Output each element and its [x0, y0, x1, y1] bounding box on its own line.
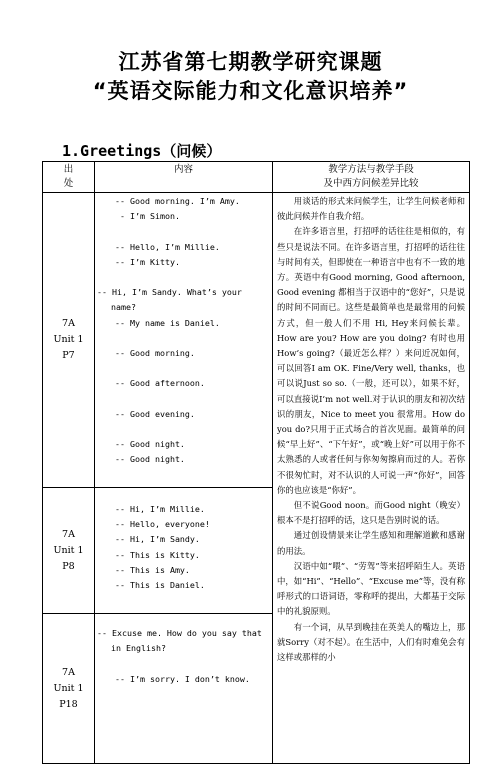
methods-paragraph: 在许多语言里，打招呼的话往往是相似的，有些只是说法不同。在许多语言里，打招呼的话往往与时间有关，但即使在一种语言中也有不一致的地方。英语中有Good morning, Good afternoon, Good evening 都相当于汉语中的“您好”，只是说的时间不同而已。这些是最简单也是最常用的问候方式，但一般人们不用 Hi, Hey来问候长辈。How are you? How are you doing? 有时也用How’s going?（最近怎么样？）来问近况如何，可以回答I am OK. Fine/Very well, thanks，也可以说Just so so.（一般，还可以），如果不好，可以直接说I’m not well.对于认识的朋友和初次结识的朋友，Nice to meet you 很常用。How do you do?只用于正式场合的首次见面。最简单的问候“早上好”、“下午好”，或“晚上好”可以用于你不太熟悉的人或者任何与你匆匆擦肩而过的人。若你不很匆忙时，对不认识的人可说一声“你好”，回答你的也应该是“你好”。: [277, 226, 465, 495]
dialogue-line: -- Hi, I’m Sandy. What’s your: [97, 287, 242, 298]
document-title-line1: 江苏省第七期教学研究课题: [118, 50, 383, 74]
dialogue-cell: [95, 193, 273, 488]
source-unit: Unit 1: [53, 544, 84, 556]
source-page: P8: [62, 560, 75, 572]
dialogue-line: -- This is Daniel.: [115, 580, 205, 591]
dialogue-line: -- Hi, I’m Millie.: [115, 504, 205, 514]
methods-paragraph: 通过创设情景来让学生感知和理解道歉和感谢的用法。: [277, 530, 465, 556]
source-book: 7A: [62, 318, 75, 329]
dialogue-line: name?: [111, 302, 136, 313]
document-title-line2: “英语交际能力和文化意识培养”: [92, 79, 409, 103]
dialogue-line: -- This is Amy.: [115, 564, 190, 575]
dialogue-line: -- Excuse me. How do you say that: [97, 628, 262, 638]
header-methods-line2: 及中西方问候差异比较: [323, 178, 419, 189]
dialogue-line: -- Good morning. I’m Amy.: [115, 196, 240, 206]
source-unit: Unit 1: [53, 334, 84, 345]
header-source: [43, 162, 95, 193]
dialogue-line: -- Good morning.: [115, 347, 195, 358]
header-methods-line1: 教学方法与教学手段: [328, 164, 414, 175]
methods-cell: [273, 193, 470, 764]
dialogue-line: -- My name is Daniel.: [115, 317, 220, 328]
greetings-table: [42, 161, 470, 764]
section-heading: 1.Greetings（问候）: [62, 142, 222, 160]
dialogue-line: -- Good evening.: [115, 408, 195, 419]
dialogue-line: -- This is Kitty.: [115, 549, 200, 560]
dialogue-cell: [95, 614, 273, 764]
header-source-text: 出处: [63, 164, 74, 189]
source-cell: [43, 488, 95, 614]
source-cell: [43, 614, 95, 764]
dialogue-line: -- Good night.: [115, 454, 185, 465]
dialogue-line: -- Good night.: [115, 439, 185, 450]
methods-paragraph: 用谈话的形式来问候学生，让学生问候老师和彼此问候并作自我介绍。: [277, 196, 465, 222]
dialogue-line: -- Good afternoon.: [115, 378, 205, 389]
header-content: 内容: [95, 162, 273, 193]
methods-paragraph: 汉语中如“喂”、“劳驾”等来招呼陌生人。英语中，如“Hi”、“Hello”、“Excuse me”等，没有称呼形式的口语词语，零称呼的提出，大都基于交际中的礼貌原则。: [277, 560, 465, 617]
source-book: 7A: [62, 528, 75, 540]
dialogue-line: - I’m Simon.: [115, 211, 180, 222]
methods-paragraph: 有一个词，从早到晚挂在英美人的嘴边上，那就Sorry（对不起）。在生活中，人们有时难免会有这样或那样的小: [277, 621, 465, 663]
dialogue-line: -- I’m Kitty.: [115, 256, 180, 267]
header-methods: [273, 162, 470, 193]
source-page: P18: [59, 698, 78, 710]
dialogue-line: -- Hello, everyone!: [115, 519, 210, 530]
source-cell: [43, 193, 95, 488]
source-book: 7A: [62, 666, 75, 678]
source-unit: Unit 1: [53, 682, 84, 694]
dialogue-cell: [95, 488, 273, 614]
source-page: P7: [62, 350, 75, 361]
dialogue-line: in English?: [111, 643, 166, 654]
dialogue-line: -- Hi, I’m Sandy.: [115, 534, 200, 545]
dialogue-line: -- I’m sorry. I don’t know.: [115, 673, 250, 684]
table-row: [43, 193, 470, 488]
dialogue-line: -- Hello, I’m Millie.: [115, 241, 220, 252]
table-header-row: [43, 162, 470, 193]
methods-paragraph: 但不说Good noon。而Good night（晚安）根本不是打招呼的话，这只是告别时说的话。: [277, 500, 465, 526]
